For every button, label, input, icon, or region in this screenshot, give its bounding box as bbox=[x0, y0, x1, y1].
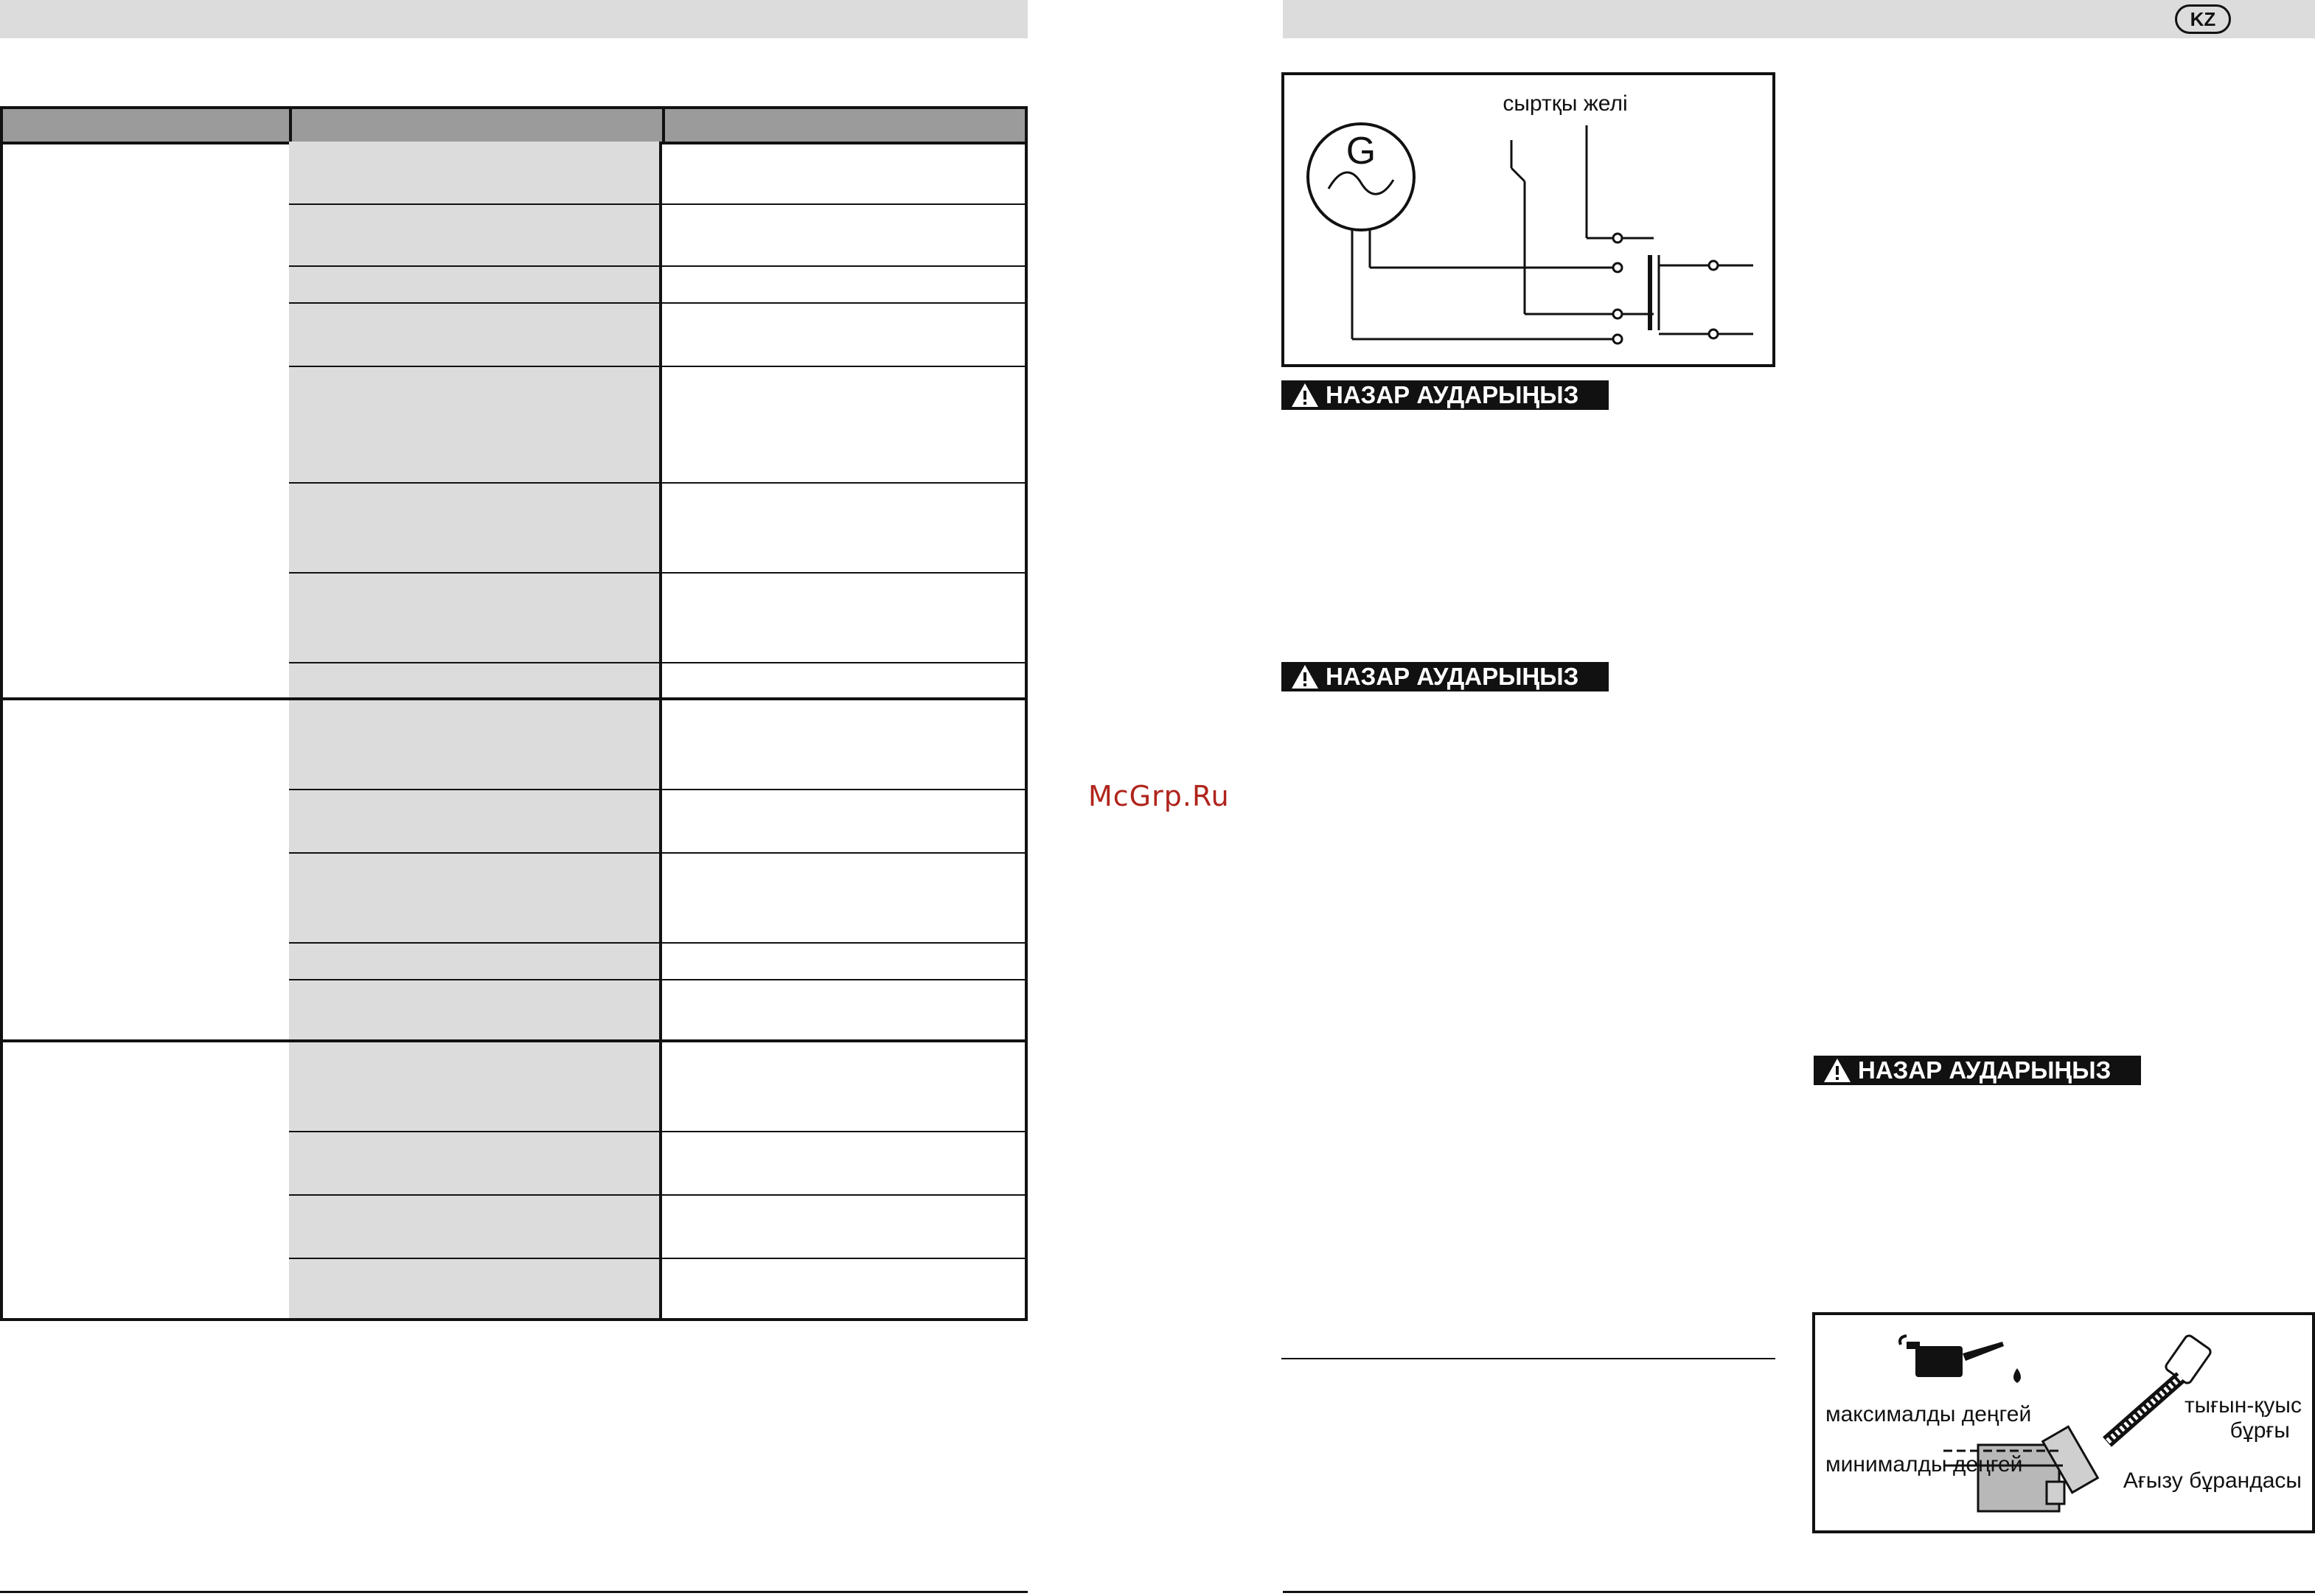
table-row bbox=[289, 142, 662, 205]
table-row bbox=[289, 700, 662, 790]
table-row bbox=[662, 1259, 1028, 1321]
warning-banner bbox=[1814, 1056, 2141, 1085]
table-row bbox=[662, 304, 1028, 367]
right-page-header-bar bbox=[1283, 0, 2315, 38]
table-row bbox=[662, 790, 1028, 854]
warning-text: НАЗАР АУДАРЫҢЫЗ bbox=[1858, 1056, 2112, 1084]
warning-text: НАЗАР АУДАРЫҢЫЗ bbox=[1326, 381, 1579, 408]
plug-label-line1: тығын-қуыс bbox=[2184, 1393, 2302, 1418]
table-row bbox=[662, 484, 1028, 574]
language-badge: KZ bbox=[2175, 4, 2231, 34]
section-divider bbox=[1281, 1358, 1775, 1359]
table-row bbox=[289, 205, 662, 267]
table-row bbox=[289, 944, 662, 980]
table-row bbox=[289, 980, 662, 1042]
warning-triangle-icon bbox=[1290, 382, 1320, 408]
min-level-label: минималды деңгей bbox=[1825, 1452, 2023, 1477]
table-row bbox=[662, 367, 1028, 484]
max-level-label: максималды деңгей bbox=[1825, 1402, 2032, 1426]
table-row bbox=[289, 1259, 662, 1321]
warning-triangle-icon bbox=[1823, 1057, 1852, 1084]
troubleshooting-table bbox=[0, 106, 1028, 1321]
oil-level-diagram bbox=[1812, 1312, 2315, 1533]
warning-banner bbox=[1281, 380, 1609, 410]
table-row bbox=[289, 304, 662, 367]
table-row bbox=[662, 142, 1028, 205]
table-row bbox=[662, 574, 1028, 663]
table-row bbox=[289, 484, 662, 574]
table-row bbox=[662, 663, 1028, 700]
table-row bbox=[662, 854, 1028, 944]
table-header-col-2 bbox=[289, 106, 665, 144]
table-row bbox=[289, 367, 662, 484]
table-row bbox=[289, 574, 662, 663]
table-row bbox=[662, 980, 1028, 1042]
left-page-footer-rule bbox=[0, 1591, 1028, 1593]
right-page-footer-rule bbox=[1283, 1591, 2315, 1593]
warning-banner bbox=[1281, 662, 1609, 691]
table-group-2 bbox=[0, 700, 292, 1042]
table-row bbox=[662, 267, 1028, 304]
table-row bbox=[289, 1196, 662, 1259]
table-row bbox=[289, 854, 662, 944]
generator-letter: G bbox=[1346, 130, 1376, 173]
table-row bbox=[289, 1132, 662, 1196]
table-row bbox=[289, 1042, 662, 1132]
table-header-col-3 bbox=[662, 106, 1028, 144]
table-row bbox=[289, 790, 662, 854]
table-header-col-1 bbox=[0, 106, 292, 144]
table-row bbox=[662, 1196, 1028, 1259]
table-row bbox=[662, 700, 1028, 790]
warning-text: НАЗАР АУДАРЫҢЫЗ bbox=[1326, 663, 1579, 690]
drain-screw-label: Ағызу бұрандасы bbox=[2123, 1468, 2302, 1493]
table-row bbox=[289, 267, 662, 304]
watermark-text: McGrp.Ru bbox=[1088, 780, 1230, 812]
table-row bbox=[662, 1042, 1028, 1132]
table-row bbox=[662, 205, 1028, 267]
table-row bbox=[662, 1132, 1028, 1196]
warning-triangle-icon bbox=[1290, 663, 1320, 690]
left-page-header-bar bbox=[0, 0, 1028, 38]
generator-wiring-diagram bbox=[1281, 72, 1775, 367]
table-group-1 bbox=[0, 142, 292, 700]
plug-label-line2: бұрғы bbox=[2229, 1418, 2290, 1443]
external-network-label: сыртқы желі bbox=[1503, 91, 1628, 116]
table-row bbox=[662, 944, 1028, 980]
table-row bbox=[289, 663, 662, 700]
table-group-3 bbox=[0, 1042, 292, 1321]
